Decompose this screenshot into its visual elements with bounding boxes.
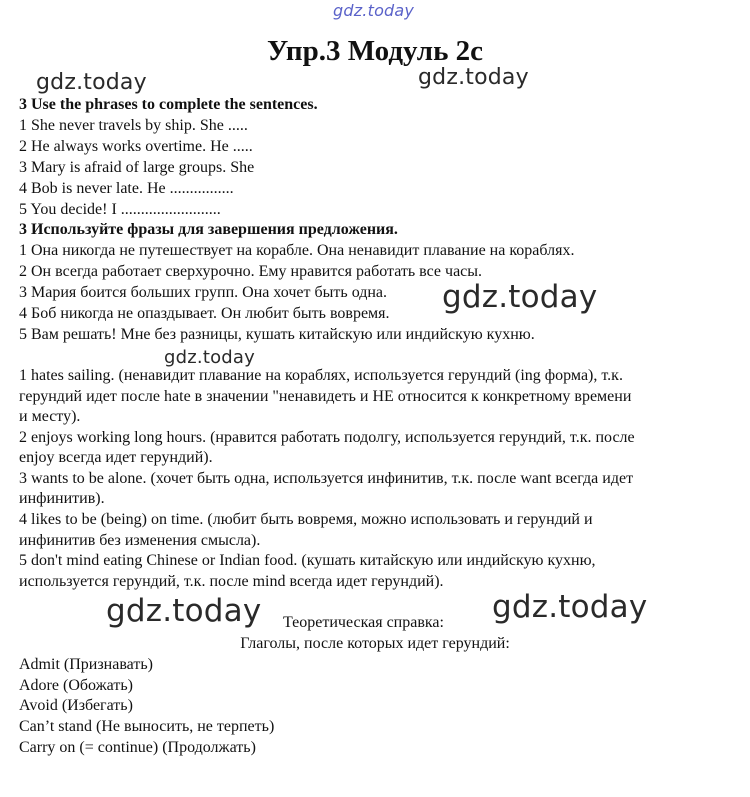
answer-line: используется герундий, т.к. после mind всегда идет герундий). [19, 573, 444, 590]
watermark-top: gdz.today [333, 1, 415, 20]
answer-line: 2 enjoys working long hours. (нравится работать подолгу, используется герундий, т.к. после [19, 429, 635, 446]
verb-item: Carry on (= continue) (Продолжать) [19, 739, 256, 756]
watermark: gdz.today [492, 589, 648, 625]
answer-line: и месту). [19, 408, 81, 425]
reference-title: Теоретическая справка: [283, 614, 444, 631]
answer-line: 4 likes to be (being) on time. (любит быть вовремя, можно использовать и герундий и [19, 511, 593, 528]
verb-item: Admit (Признавать) [19, 656, 153, 673]
watermark: gdz.today [442, 279, 598, 315]
answer-line: enjoy всегда идет герундий). [19, 449, 213, 466]
task-en-item: 1 She never travels by ship. She ..... [19, 117, 248, 134]
task-en-item: 4 Bob is never late. He ................ [19, 180, 234, 197]
answer-line: инфинитив без изменения смысла). [19, 532, 261, 549]
watermark: gdz.today [418, 65, 529, 90]
task-ru-item: 5 Вам решать! Мне без разницы, кушать китайскую или индийскую кухню. [19, 326, 535, 343]
answer-line: 1 hates sailing. (ненавидит плавание на кораблях, используется герундий (ing форма), т.к. [19, 367, 623, 384]
page-title: Упр.3 Модуль 2c [266, 35, 484, 67]
watermark: gdz.today [106, 593, 262, 629]
watermark: gdz.today [164, 347, 256, 368]
watermark: gdz.today [36, 70, 147, 95]
answer-line: инфинитив). [19, 490, 105, 507]
answer-line: герундий идет после hate в значении "ненавидеть и НЕ относится к конкретному времени [19, 388, 632, 405]
task-ru-heading: 3 Используйте фразы для завершения предложения. [19, 221, 398, 238]
task-ru-item: 4 Боб никогда не опаздывает. Он любит быть вовремя. [19, 305, 390, 322]
task-en-item: 2 He always works overtime. He ..... [19, 138, 253, 155]
reference-subtitle: Глаголы, после которых идет герундий: [240, 635, 510, 652]
answer-line: 5 don't mind eating Chinese or Indian food. (кушать китайскую или индийскую кухню, [19, 552, 596, 569]
task-en-item: 3 Mary is afraid of large groups. She [19, 159, 255, 176]
task-ru-item: 1 Она никогда не путешествует на корабле. Она ненавидит плавание на кораблях. [19, 242, 575, 259]
verb-item: Adore (Обожать) [19, 677, 133, 694]
task-en-item: 5 You decide! I ......................... [19, 201, 221, 218]
task-en-heading: 3 Use the phrases to complete the sentences. [19, 96, 318, 113]
task-ru-item: 3 Мария боится больших групп. Она хочет быть одна. [19, 284, 388, 301]
verb-item: Avoid (Избегать) [19, 697, 133, 714]
task-ru-item: 2 Он всегда работает сверхурочно. Ему нравится работать все часы. [19, 263, 483, 280]
verb-item: Can’t stand (Не выносить, не терпеть) [19, 718, 275, 735]
answer-line: 3 wants to be alone. (хочет быть одна, используется инфинитив, т.к. после want всегда идет [19, 470, 634, 487]
